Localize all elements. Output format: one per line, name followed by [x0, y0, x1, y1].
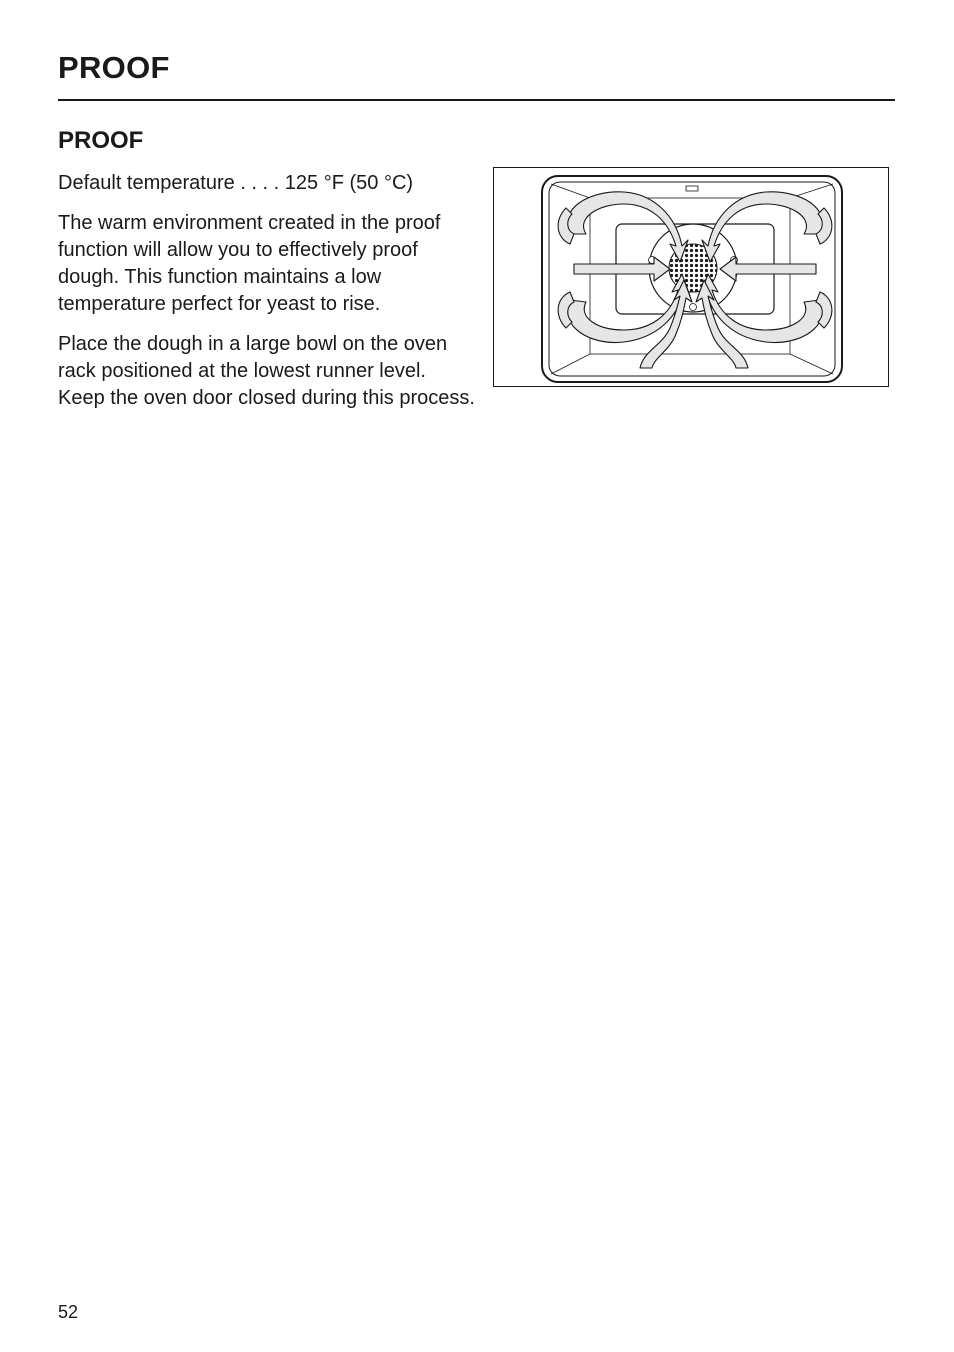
- top-vent: [686, 186, 698, 191]
- oven-airflow-diagram-icon: [494, 168, 887, 385]
- default-temperature-value: 125 °F (50 °C): [284, 172, 414, 194]
- page-title: PROOF: [58, 50, 170, 85]
- instruction-paragraph: Place the dough in a large bowl on the oven rack positioned at the lowest runner level. Keep the oven door closed during this process.: [58, 333, 475, 409]
- body-text: [58, 170, 478, 425]
- default-temperature-label: Default temperature . . . .: [58, 172, 285, 194]
- oven-airflow-figure: [493, 167, 889, 387]
- section-heading: PROOF: [58, 127, 144, 154]
- default-temperature-line: [58, 170, 478, 197]
- description-paragraph: The warm environment created in the proof function will allow you to effectively proof dough. This function maintains a low temperature perfect for yeast to rise.: [58, 212, 441, 315]
- title-divider: [58, 99, 895, 101]
- page-number: 52: [58, 1302, 79, 1322]
